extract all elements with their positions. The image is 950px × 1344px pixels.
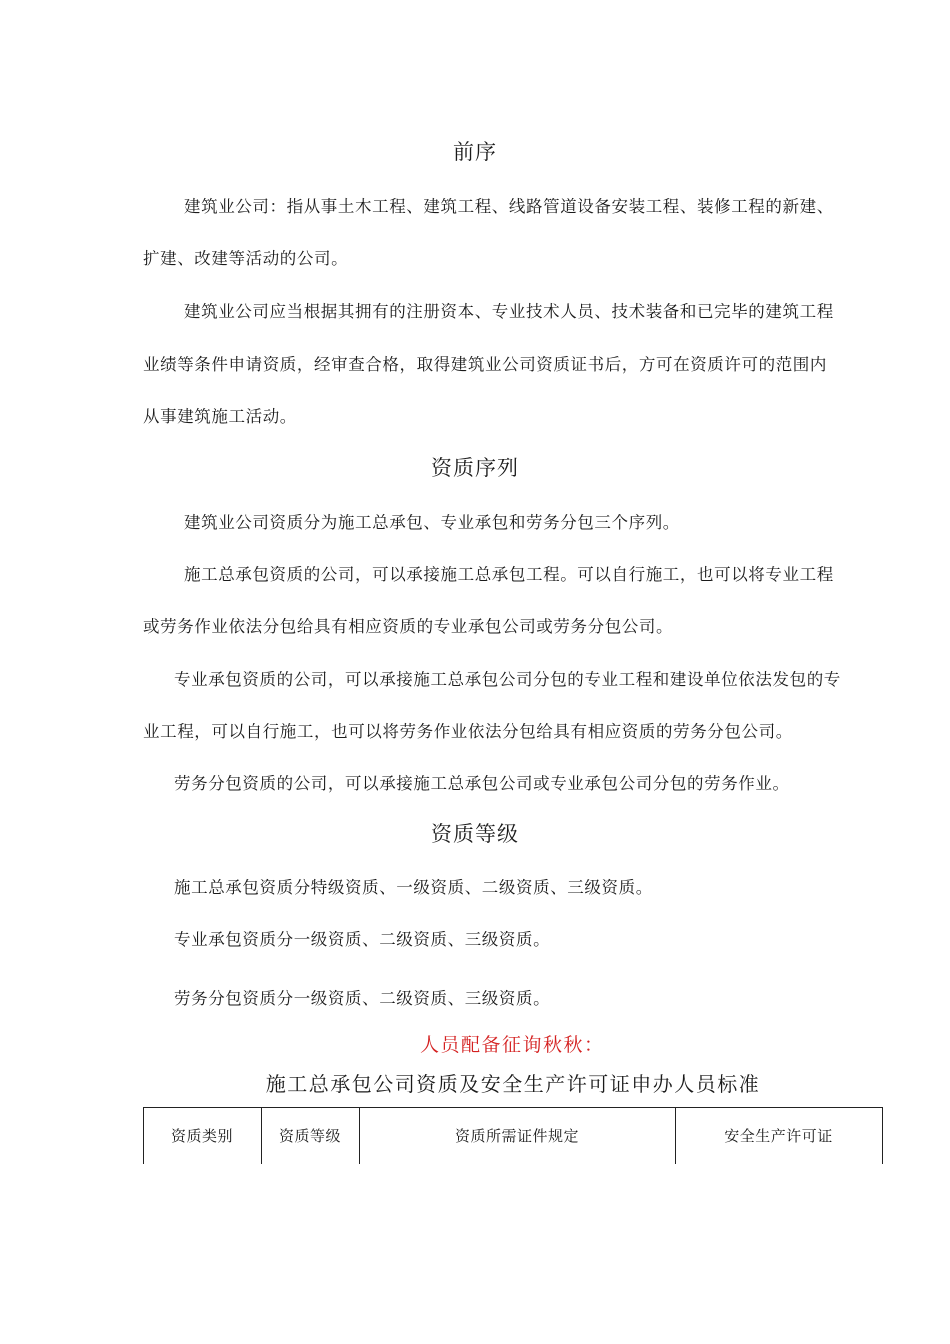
paragraph-line: 劳务分包资质的公司，可以承接施工总承包公司或专业承包公司分包的劳务作业。 — [174, 774, 790, 793]
table-header-cell: 资质类别 — [170, 1127, 233, 1145]
paragraph-line: 专业承包资质的公司，可以承接施工总承包公司分包的专业工程和建设单位依法发包的专 — [174, 670, 841, 689]
table-title: 施工总承包公司资质及安全生产许可证申办人员标准 — [265, 1072, 761, 1096]
paragraph-line: 扩建、改建等活动的公司。 — [143, 249, 349, 268]
table-header-cell: 安全生产许可证 — [724, 1127, 833, 1145]
paragraph-line: 劳务分包资质分一级资质、二级资质、三级资质。 — [174, 989, 551, 1008]
paragraph-line: 建筑业公司：指从事土木工程、建筑工程、线路管道设备安装工程、装修工程的新建、 — [184, 197, 834, 216]
paragraph-line: 施工总承包资质的公司，可以承接施工总承包工程。可以自行施工，也可以将专业工程 — [184, 565, 834, 584]
paragraph-line: 业工程，可以自行施工，也可以将劳务作业依法分包给具有相应资质的劳务分包公司。 — [143, 722, 793, 741]
paragraph-line: 专业承包资质分一级资质、二级资质、三级资质。 — [174, 930, 551, 949]
paragraph-line: 业绩等条件申请资质，经审查合格，取得建筑业公司资质证书后，方可在资质许可的范围内 — [143, 355, 827, 374]
table-header-cell: 资质所需证件规定 — [454, 1127, 579, 1145]
heading-sequence: 资质序列 — [431, 456, 519, 480]
heading-grade: 资质等级 — [431, 822, 519, 846]
staffing-table — [143, 1107, 883, 1164]
paragraph-line: 建筑业公司资质分为施工总承包、专业承包和劳务分包三个序列。 — [184, 513, 680, 532]
heading-preface: 前序 — [453, 140, 497, 164]
table-header-cell: 资质等级 — [278, 1127, 341, 1145]
paragraph-line: 建筑业公司应当根据其拥有的注册资本、专业技术人员、技术装备和已完毕的建筑工程 — [184, 302, 834, 321]
table-border — [882, 1108, 883, 1164]
paragraph-line: 或劳务作业依法分包给具有相应资质的专业承包公司或劳务分包公司。 — [143, 617, 674, 636]
paragraph-line: 从事建筑施工活动。 — [143, 407, 297, 426]
staffing-heading: 人员配备征询秋秋： — [420, 1034, 605, 1056]
paragraph-line: 施工总承包资质分特级资质、一级资质、二级资质、三级资质。 — [174, 878, 653, 897]
